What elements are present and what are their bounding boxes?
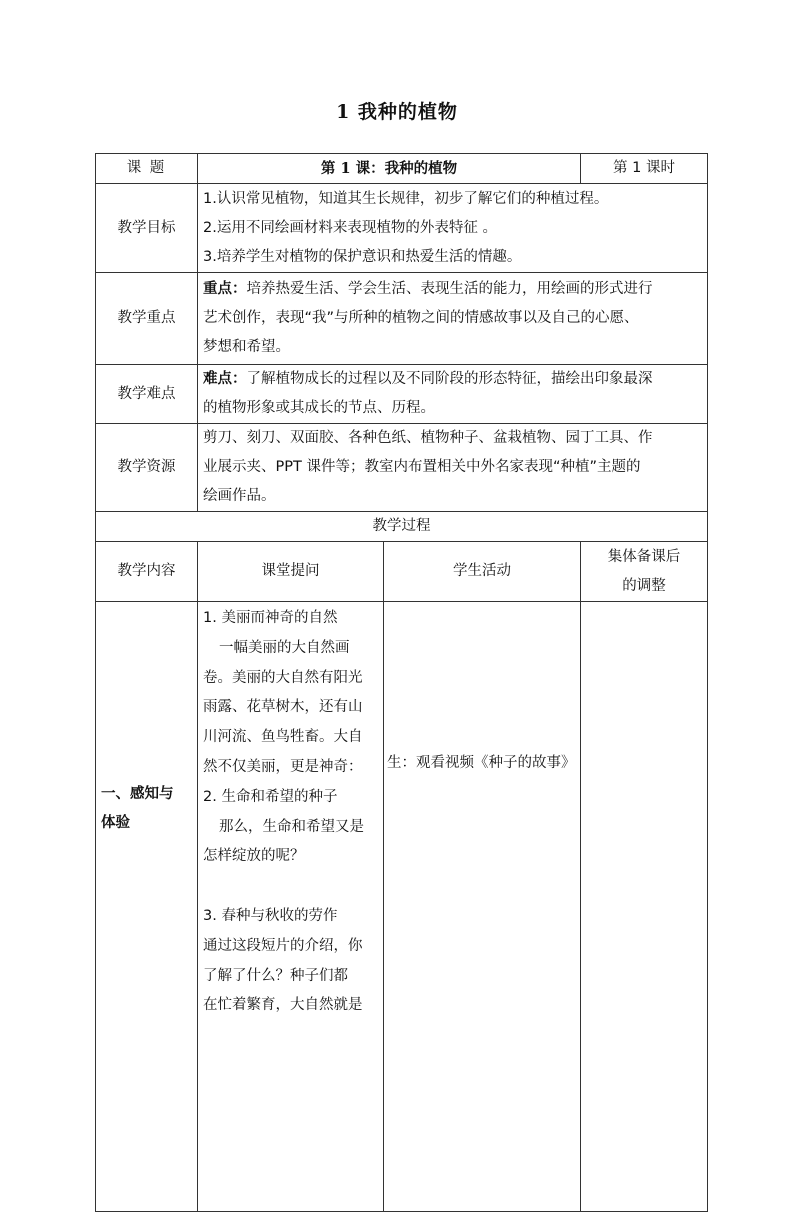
process-heading: 教学过程 bbox=[96, 512, 708, 542]
resource-line: 绘画作品。 bbox=[203, 488, 276, 504]
question-line: 川河流、鱼鸟牲畜。大自 bbox=[203, 729, 363, 746]
column-content: 教学内容 bbox=[96, 542, 198, 602]
key-points-prefix: 重点： bbox=[203, 281, 247, 297]
activities-cell bbox=[384, 602, 581, 1212]
difficulties-content bbox=[198, 365, 708, 424]
key-point-line: 梦想和希望。 bbox=[203, 339, 290, 355]
resources-content bbox=[198, 424, 708, 512]
lesson-title: 第 1 课：我种的植物 bbox=[198, 154, 581, 184]
question-line: 一幅美丽的大自然画 bbox=[219, 639, 350, 656]
topic-label: 课 题 bbox=[96, 154, 198, 184]
objective-line: 1.认识常见植物，知道其生长规律，初步了解它们的种植过程。 bbox=[203, 190, 609, 207]
resource-line: 业展示夹、PPT 课件等；教室内布置相关中外名家表现“种植”主题的 bbox=[203, 459, 641, 475]
difficulty-line: 了解植物成长的过程以及不同阶段的形态特征，描绘出印象最深 bbox=[246, 371, 653, 387]
difficulties-prefix: 难点： bbox=[203, 371, 247, 387]
question-line: 了解了什么？种子们都 bbox=[203, 967, 348, 984]
question-line: 2. 生命和希望的种子 bbox=[203, 788, 338, 805]
question-line bbox=[203, 872, 379, 902]
key-points-label: 教学重点 bbox=[96, 273, 198, 365]
question-line: 怎样绽放的呢？ bbox=[203, 848, 305, 865]
objective-line: 2.运用不同绘画材料来表现植物的外表特征 。 bbox=[203, 219, 497, 236]
key-point-line: 艺术创作，表现“我”与所种的植物之间的情感故事以及自己的心愿、 bbox=[203, 310, 639, 326]
question-line: 那么，生命和希望又是 bbox=[219, 818, 364, 835]
adjustment-cell bbox=[581, 602, 708, 1212]
question-line: 3. 春种与秋收的劳作 bbox=[203, 907, 338, 924]
student-activity: 生：观看视频《种子的故事》 bbox=[387, 755, 576, 771]
page-title: 1 我种的植物 bbox=[336, 101, 458, 123]
objective-line: 3.培养学生对植物的保护意识和热爱生活的情趣。 bbox=[203, 248, 522, 265]
key-points-content bbox=[198, 273, 708, 365]
key-point-line: 培养热爱生活、学会生活、表现生活的能力，用绘画的形式进行 bbox=[246, 281, 653, 297]
section-title: 一、感知与 体验 bbox=[96, 602, 198, 1212]
objectives-label: 教学目标 bbox=[96, 184, 198, 273]
objectives-content bbox=[198, 184, 708, 273]
question-line: 然不仅美丽，更是神奇： bbox=[203, 758, 363, 775]
resource-line: 剪刀、刻刀、双面胶、各种色纸、植物种子、盆栽植物、园丁工具、作 bbox=[203, 430, 653, 446]
resources-label: 教学资源 bbox=[96, 424, 198, 512]
question-line: 卷。美丽的大自然有阳光 bbox=[203, 669, 363, 686]
question-line: 在忙着繁育，大自然就是 bbox=[203, 997, 363, 1014]
difficulty-line: 的植物形象或其成长的节点、历程。 bbox=[203, 400, 435, 416]
question-line: 雨露、花草树木，还有山 bbox=[203, 699, 363, 716]
column-adjustment: 集体备课后 的调整 bbox=[581, 542, 708, 602]
lesson-plan-table bbox=[95, 153, 708, 1212]
column-activities: 学生活动 bbox=[384, 542, 581, 602]
questions-cell bbox=[198, 602, 384, 1212]
question-line: 1. 美丽而神奇的自然 bbox=[203, 610, 338, 626]
difficulties-label: 教学难点 bbox=[96, 365, 198, 424]
period-label: 第 1 课时 bbox=[581, 154, 708, 184]
question-line: 通过这段短片的介绍，你 bbox=[203, 937, 363, 954]
column-questions: 课堂提问 bbox=[198, 542, 384, 602]
